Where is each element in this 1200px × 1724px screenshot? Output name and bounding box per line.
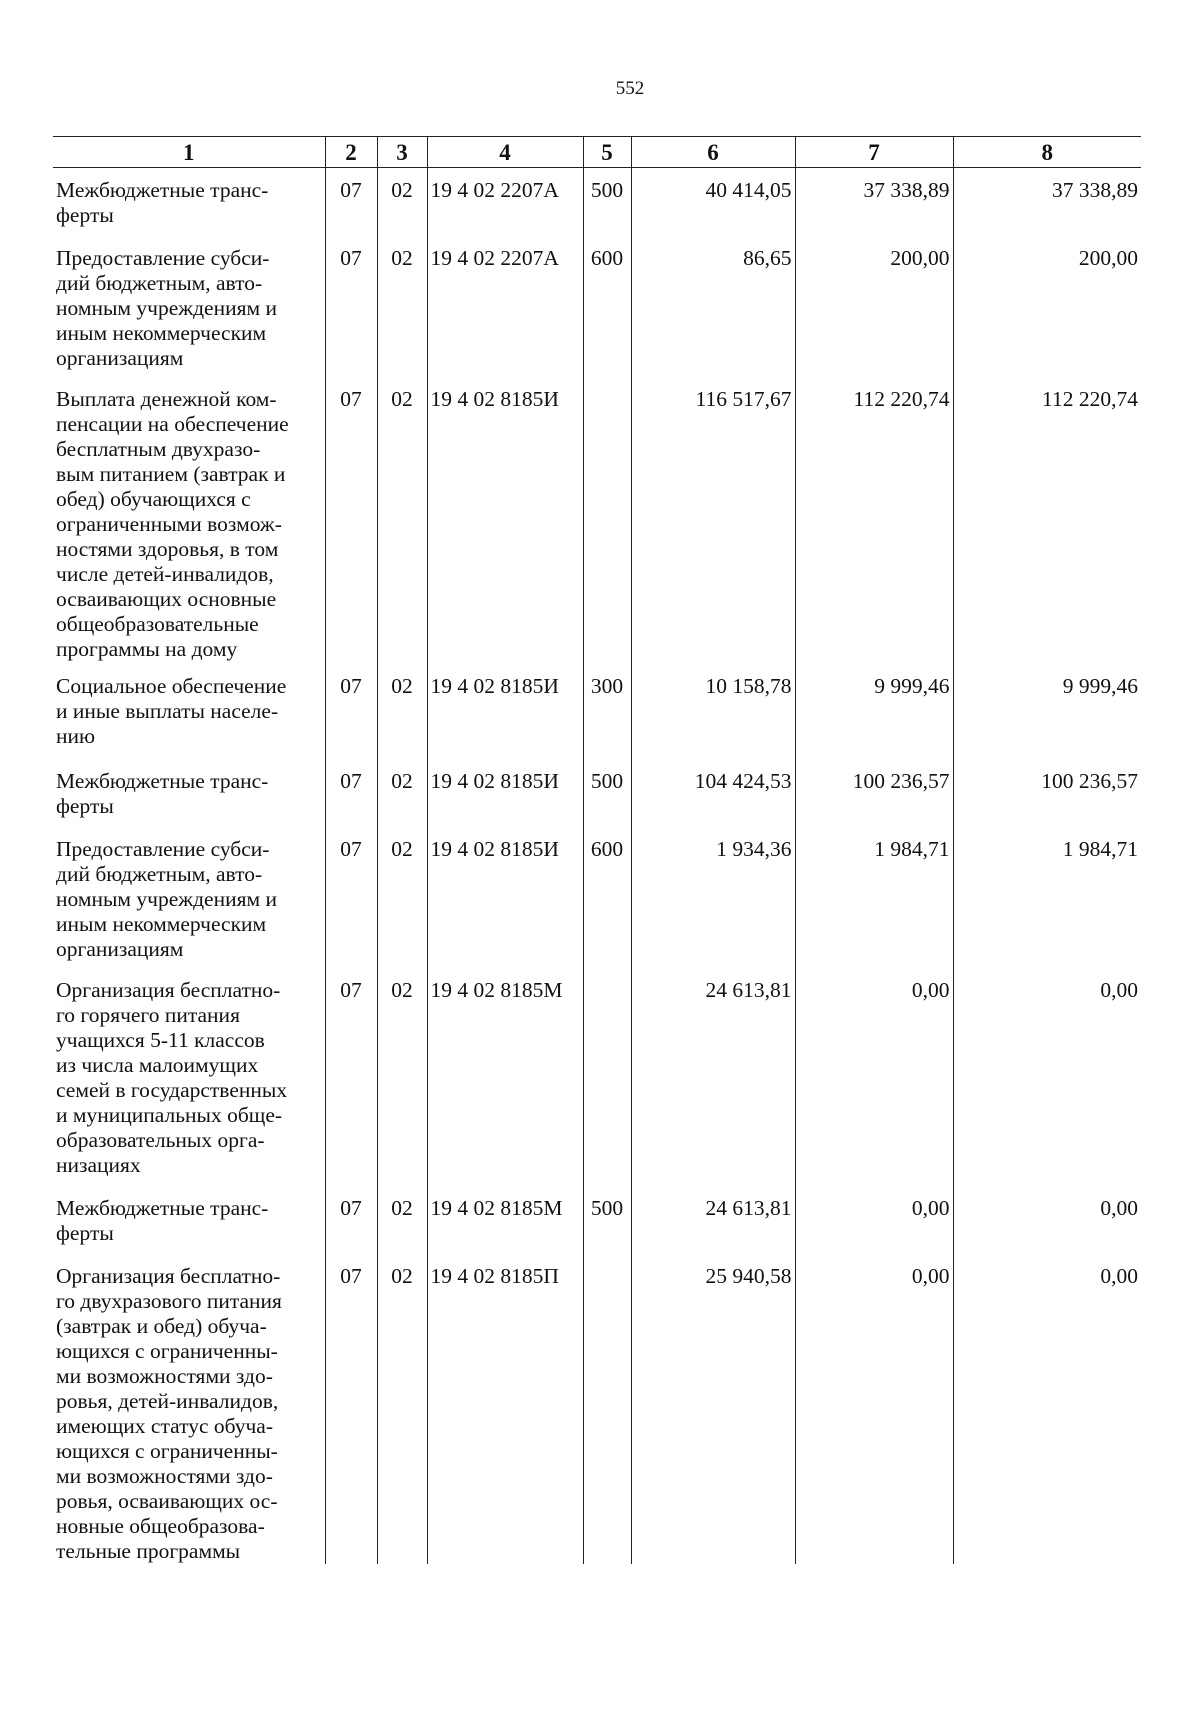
amount-col-6: 24 613,81 <box>631 1186 795 1254</box>
subsection-code: 02 <box>377 1254 427 1564</box>
expense-type-code: 500 <box>583 168 631 237</box>
table-row <box>53 1186 1141 1254</box>
subsection-code: 02 <box>377 236 427 377</box>
amount-col-6: 86,65 <box>631 236 795 377</box>
table-row <box>53 377 1141 664</box>
expense-type-code: 500 <box>583 1186 631 1254</box>
amount-col-7: 1 984,71 <box>795 827 953 968</box>
table-row <box>53 759 1141 827</box>
target-article-code: 19 4 02 8185И <box>427 827 583 968</box>
amount-col-7: 112 220,74 <box>795 377 953 664</box>
row-name: Предоставление субси- дий бюджетным, авто- номным учреждениям и иным некоммерческим организациям <box>56 246 277 370</box>
subsection-code: 02 <box>377 827 427 968</box>
section-code: 07 <box>325 236 377 377</box>
amount-col-6: 25 940,58 <box>631 1254 795 1564</box>
amount-col-6: 104 424,53 <box>631 759 795 827</box>
amount-col-8: 112 220,74 <box>953 377 1141 664</box>
table-row <box>53 168 1141 237</box>
section-code: 07 <box>325 1254 377 1564</box>
amount-col-7: 200,00 <box>795 236 953 377</box>
subsection-code: 02 <box>377 168 427 237</box>
row-name: Социальное обеспечение и иные выплаты населе- нию <box>56 674 287 748</box>
page-number: 552 <box>615 78 645 99</box>
table-row <box>53 968 1141 1186</box>
table-row <box>53 827 1141 968</box>
amount-col-8: 0,00 <box>953 1186 1141 1254</box>
subsection-code: 02 <box>377 1186 427 1254</box>
header-col-8: 8 <box>953 137 1141 168</box>
expense-type-code: 600 <box>583 236 631 377</box>
header-col-2: 2 <box>325 137 377 168</box>
header-col-1: 1 <box>53 137 325 168</box>
expense-type-code <box>583 1254 631 1564</box>
row-name: Организация бесплатно- го двухразового питания (завтрак и обед) обуча- ющихся с ограниченны- ми возможностями здо- ровья, детей-инвалидов, имеющих статус обуча- ющихся с ограниченны- ми возможностями здо- ровья, осваивающих ос- новные общеобразова- тельные программы <box>56 1264 282 1563</box>
target-article-code: 19 4 02 8185П <box>427 1254 583 1564</box>
amount-col-7: 37 338,89 <box>795 168 953 237</box>
subsection-code: 02 <box>377 759 427 827</box>
amount-col-8: 100 236,57 <box>953 759 1141 827</box>
header-row <box>53 137 1141 168</box>
header-col-4: 4 <box>427 137 583 168</box>
amount-col-6: 1 934,36 <box>631 827 795 968</box>
amount-col-6: 40 414,05 <box>631 168 795 237</box>
amount-col-8: 1 984,71 <box>953 827 1141 968</box>
row-name: Межбюджетные транс- ферты <box>56 1196 269 1245</box>
subsection-code: 02 <box>377 664 427 759</box>
amount-col-8: 37 338,89 <box>953 168 1141 237</box>
row-name: Межбюджетные транс- ферты <box>56 178 269 227</box>
target-article-code: 19 4 02 8185М <box>427 1186 583 1254</box>
header-col-6: 6 <box>631 137 795 168</box>
table-row <box>53 1254 1141 1564</box>
section-code: 07 <box>325 827 377 968</box>
amount-col-8: 0,00 <box>953 968 1141 1186</box>
target-article-code: 19 4 02 8185И <box>427 759 583 827</box>
table-row <box>53 236 1141 377</box>
amount-col-7: 0,00 <box>795 1254 953 1564</box>
expense-type-code: 500 <box>583 759 631 827</box>
amount-col-6: 24 613,81 <box>631 968 795 1186</box>
amount-col-6: 10 158,78 <box>631 664 795 759</box>
amount-col-7: 9 999,46 <box>795 664 953 759</box>
expense-type-code <box>583 968 631 1186</box>
subsection-code: 02 <box>377 377 427 664</box>
header-col-3: 3 <box>377 137 427 168</box>
amount-col-7: 0,00 <box>795 1186 953 1254</box>
target-article-code: 19 4 02 8185М <box>427 968 583 1186</box>
row-name: Выплата денежной ком- пенсации на обеспечение бесплатным двухразо- вым питанием (завтрак и обед) обучающихся с ограниченными возмож- ностями здоровья, в том числе детей-инвалидов, осваивающих основные общеобразовательные программы на дому <box>56 387 289 661</box>
section-code: 07 <box>325 1186 377 1254</box>
amount-col-8: 0,00 <box>953 1254 1141 1564</box>
row-name: Межбюджетные транс- ферты <box>56 769 269 818</box>
subsection-code: 02 <box>377 968 427 1186</box>
target-article-code: 19 4 02 8185И <box>427 664 583 759</box>
header-col-7: 7 <box>795 137 953 168</box>
expense-type-code <box>583 377 631 664</box>
amount-col-7: 100 236,57 <box>795 759 953 827</box>
expense-type-code: 300 <box>583 664 631 759</box>
target-article-code: 19 4 02 8185И <box>427 377 583 664</box>
section-code: 07 <box>325 664 377 759</box>
table-row <box>53 664 1141 759</box>
header-col-5: 5 <box>583 137 631 168</box>
section-code: 07 <box>325 968 377 1186</box>
target-article-code: 19 4 02 2207А <box>427 236 583 377</box>
section-code: 07 <box>325 168 377 237</box>
row-name: Организация бесплатно- го горячего питания учащихся 5-11 классов из числа малоимущих семей в государственных и муниципальных обще- образовательных орга- низациях <box>56 978 288 1177</box>
budget-table <box>53 136 1141 1564</box>
amount-col-8: 200,00 <box>953 236 1141 377</box>
amount-col-8: 9 999,46 <box>953 664 1141 759</box>
target-article-code: 19 4 02 2207А <box>427 168 583 237</box>
expense-type-code: 600 <box>583 827 631 968</box>
section-code: 07 <box>325 759 377 827</box>
amount-col-7: 0,00 <box>795 968 953 1186</box>
row-name: Предоставление субси- дий бюджетным, авто- номным учреждениям и иным некоммерческим организациям <box>56 837 277 961</box>
amount-col-6: 116 517,67 <box>631 377 795 664</box>
section-code: 07 <box>325 377 377 664</box>
